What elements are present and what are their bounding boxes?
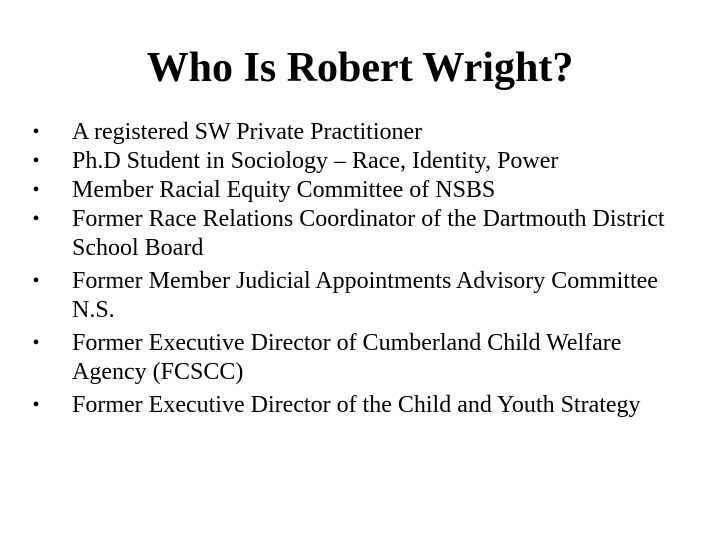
bullet-text: Former Executive Director of the Child and Youth Strategy [72, 392, 641, 418]
bullet-icon: • [32, 270, 40, 292]
bullet-icon: • [32, 208, 40, 230]
bullet-text: Member Racial Equity Committee of NSBS [72, 177, 496, 203]
bullet-text: Former Executive Director of Cumberland Child Welfare Agency (FCSCC) [72, 330, 622, 385]
bullet-item [26, 147, 686, 176]
bullet-item [26, 329, 686, 387]
bullet-text: A registered SW Private Practitioner [72, 119, 423, 145]
bullet-item [26, 205, 686, 263]
slide-title: Who Is Robert Wright? [146, 45, 574, 91]
bullet-item [26, 267, 686, 325]
bullet-icon: • [32, 121, 40, 143]
bullet-item [26, 176, 686, 205]
bullet-icon: • [32, 179, 40, 201]
bullet-item [26, 391, 686, 420]
bullet-list [26, 118, 686, 420]
bullet-icon: • [32, 150, 40, 172]
bullet-icon: • [32, 332, 40, 354]
bullet-text: Former Race Relations Coordinator of the Dartmouth District School Board [72, 206, 665, 261]
bullet-item [26, 118, 686, 147]
bullet-text: Former Member Judicial Appointments Advisory Committee N.S. [72, 268, 658, 323]
bullet-icon: • [32, 394, 40, 416]
bullet-text: Ph.D Student in Sociology – Race, Identity, Power [72, 148, 559, 174]
